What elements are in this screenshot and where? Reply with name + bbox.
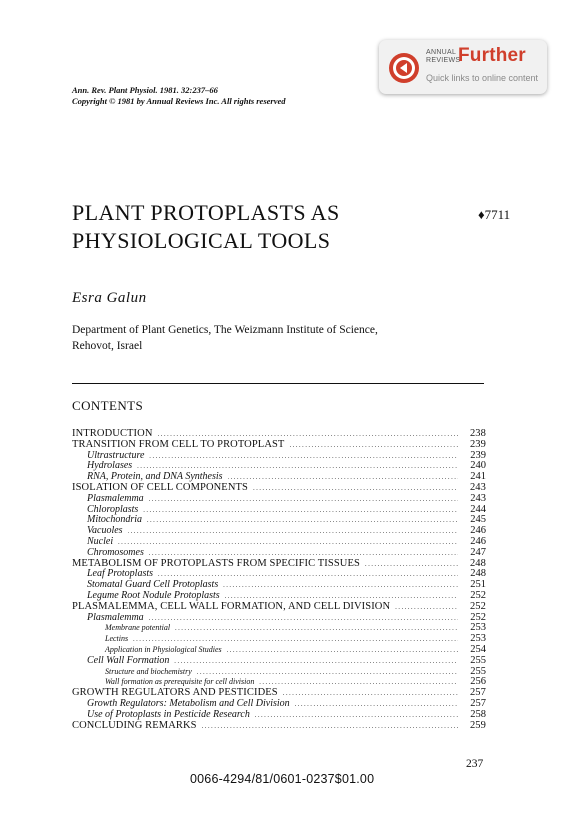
toc-entry-page: 255	[470, 654, 486, 666]
article-code: ♦7711	[478, 207, 511, 222]
toc-entry-label: CONCLUDING REMARKS	[72, 719, 197, 731]
toc-entry-page: 245	[470, 514, 486, 526]
toc-entry-page: 252	[470, 611, 486, 623]
toc-entry-label: Wall formation as prerequisite for cell division	[105, 677, 255, 687]
toc-entry-page: 238	[469, 428, 486, 439]
toc-dot-leader	[283, 688, 458, 699]
toc-entry-page: 257	[470, 697, 486, 709]
toc-dot-leader	[255, 710, 458, 721]
toc-dot-leader	[143, 505, 458, 516]
badge-publisher-text	[426, 49, 460, 65]
toc-entry[interactable]	[72, 515, 486, 526]
toc-entry-label: Chromosomes	[87, 546, 144, 558]
toc-entry-label: Stomatal Guard Cell Protoplasts	[87, 579, 219, 591]
affiliation-line2: Rehovot, Israel	[72, 340, 143, 352]
toc-dot-leader	[295, 699, 458, 710]
toc-entry-label: Plasmalemma	[87, 611, 144, 623]
toc-entry[interactable]	[72, 721, 486, 732]
annual-reviews-further-badge[interactable]	[379, 40, 547, 94]
affiliation-line1: Department of Plant Genetics, The Weizmann Institute of Science,	[72, 324, 378, 336]
toc-entry[interactable]	[72, 526, 486, 537]
toc-entry[interactable]	[72, 602, 486, 613]
toc-entry-page: 247	[470, 546, 486, 558]
toc-entry-label: Legume Root Nodule Protoplasts	[87, 589, 220, 601]
toc-entry-label: Hydrolases	[87, 460, 133, 472]
toc-entry-label: Growth Regulators: Metabolism and Cell Division	[87, 697, 290, 709]
article-title	[72, 199, 340, 255]
toc-dot-leader	[227, 645, 458, 656]
annual-reviews-logo-icon	[388, 52, 420, 84]
toc-entry[interactable]	[72, 440, 486, 451]
toc-entry-page: 239	[469, 438, 486, 450]
toc-entry[interactable]	[72, 548, 486, 559]
badge-annual: ANNUAL	[426, 49, 457, 56]
toc-entry-page: 243	[470, 492, 486, 504]
toc-entry-page: 256	[470, 676, 486, 688]
toc-dot-leader	[174, 656, 458, 667]
toc-dot-leader	[228, 472, 458, 483]
page-number: 237	[466, 758, 484, 770]
toc-entry-label: Structure and biochemistry	[105, 666, 192, 676]
toc-entry-page: 257	[469, 687, 486, 699]
toc-entry-label: METABOLISM OF PROTOPLASTS FROM SPECIFIC TISSUES	[72, 557, 360, 569]
toc-entry-label: Application in Physiological Studies	[105, 644, 222, 654]
toc-entry-page: 239	[470, 449, 486, 461]
badge-subtitle: Quick links to online content	[426, 73, 539, 83]
toc-entry-page: 243	[469, 481, 486, 493]
toc-entry-page: 246	[470, 535, 486, 547]
toc-entry-page: 248	[470, 568, 486, 580]
toc-entry[interactable]	[72, 494, 486, 505]
toc-entry-page: 246	[470, 525, 486, 537]
toc-dot-leader	[133, 634, 458, 645]
toc-entry-page: 253	[470, 622, 486, 634]
toc-entry[interactable]	[72, 451, 486, 462]
toc-entry-page: 241	[470, 471, 486, 483]
toc-entry-page: 255	[470, 665, 486, 677]
toc-entry-label: Membrane potential	[105, 623, 171, 633]
table-of-contents	[72, 429, 486, 731]
toc-entry[interactable]	[72, 613, 486, 624]
toc-entry-page: 252	[470, 589, 486, 601]
toc-entry-page: 244	[470, 503, 486, 515]
toc-entry-page: 251	[470, 579, 486, 591]
toc-entry-label: Cell Wall Formation	[87, 654, 170, 666]
toc-entry-label: Lectins	[105, 634, 129, 644]
toc-entry[interactable]	[72, 623, 486, 634]
toc-dot-leader	[128, 526, 458, 537]
toc-dot-leader	[149, 548, 458, 559]
toc-entry-page: 253	[470, 633, 486, 645]
toc-entry-page: 258	[470, 708, 486, 720]
toc-entry-label: TRANSITION FROM CELL TO PROTOPLAST	[72, 438, 285, 450]
toc-dot-leader	[147, 515, 458, 526]
toc-entry-label: PLASMALEMMA, CELL WALL FORMATION, AND CELL DIVISION	[72, 600, 391, 612]
toc-entry-page: 259	[469, 719, 486, 731]
toc-dot-leader	[175, 623, 458, 634]
toc-dot-leader	[197, 667, 458, 678]
toc-entry-label: INTRODUCTION	[72, 428, 153, 439]
toc-dot-leader	[253, 483, 458, 494]
toc-entry-label: RNA, Protein, and DNA Synthesis	[87, 471, 223, 483]
copyright-line: Copyright © 1981 by Annual Reviews Inc. All rights reserved	[72, 96, 286, 106]
toc-entry[interactable]	[72, 634, 486, 645]
toc-entry-page: 240	[470, 460, 486, 472]
toc-dot-leader	[289, 440, 458, 451]
toc-entry-label: Leaf Protoplasts	[87, 568, 154, 580]
toc-dot-leader	[149, 494, 458, 505]
toc-entry-label: Plasmalemma	[87, 492, 144, 504]
toc-entry-page: 248	[469, 557, 486, 569]
toc-entry[interactable]	[72, 667, 486, 678]
toc-entry-label: GROWTH REGULATORS AND PESTICIDES	[72, 687, 278, 699]
toc-entry-label: Nuclei	[87, 535, 114, 547]
toc-dot-leader	[149, 451, 458, 462]
section-divider	[72, 383, 484, 384]
toc-entry[interactable]	[72, 656, 486, 667]
toc-dot-leader	[202, 721, 458, 732]
toc-dot-leader	[149, 613, 458, 624]
badge-further: Further	[458, 45, 526, 66]
toc-entry[interactable]	[72, 710, 486, 721]
toc-dot-leader	[118, 537, 458, 548]
author-affiliation	[72, 322, 378, 354]
toc-dot-leader	[223, 580, 458, 591]
journal-citation-line: Ann. Rev. Plant Physiol. 1981. 32:237–66	[72, 85, 218, 95]
toc-entry-label: ISOLATION OF CELL COMPONENTS	[72, 481, 248, 493]
toc-entry-page: 254	[470, 643, 486, 655]
article-title-line1: PLANT PROTOPLASTS AS	[72, 200, 340, 225]
author-name: Esra Galun	[72, 290, 147, 306]
toc-entry-page: 252	[469, 600, 486, 612]
footer-code: 0066-4294/81/0601-0237$01.00	[190, 772, 375, 786]
badge-reviews: REVIEWS	[426, 57, 461, 64]
article-title-line2: PHYSIOLOGICAL TOOLS	[72, 228, 331, 253]
contents-heading: CONTENTS	[72, 398, 144, 413]
toc-dot-leader	[395, 602, 458, 613]
toc-entry-label: Use of Protoplasts in Pesticide Research	[87, 708, 250, 720]
toc-entry-label: Chloroplasts	[87, 503, 139, 515]
toc-dot-leader	[365, 559, 458, 570]
toc-entry-label: Mitochondria	[87, 514, 142, 526]
journal-citation	[72, 85, 286, 107]
toc-entry-label: Ultrastructure	[87, 449, 145, 461]
toc-entry-label: Vacuoles	[87, 525, 123, 537]
toc-dot-leader	[259, 677, 458, 688]
